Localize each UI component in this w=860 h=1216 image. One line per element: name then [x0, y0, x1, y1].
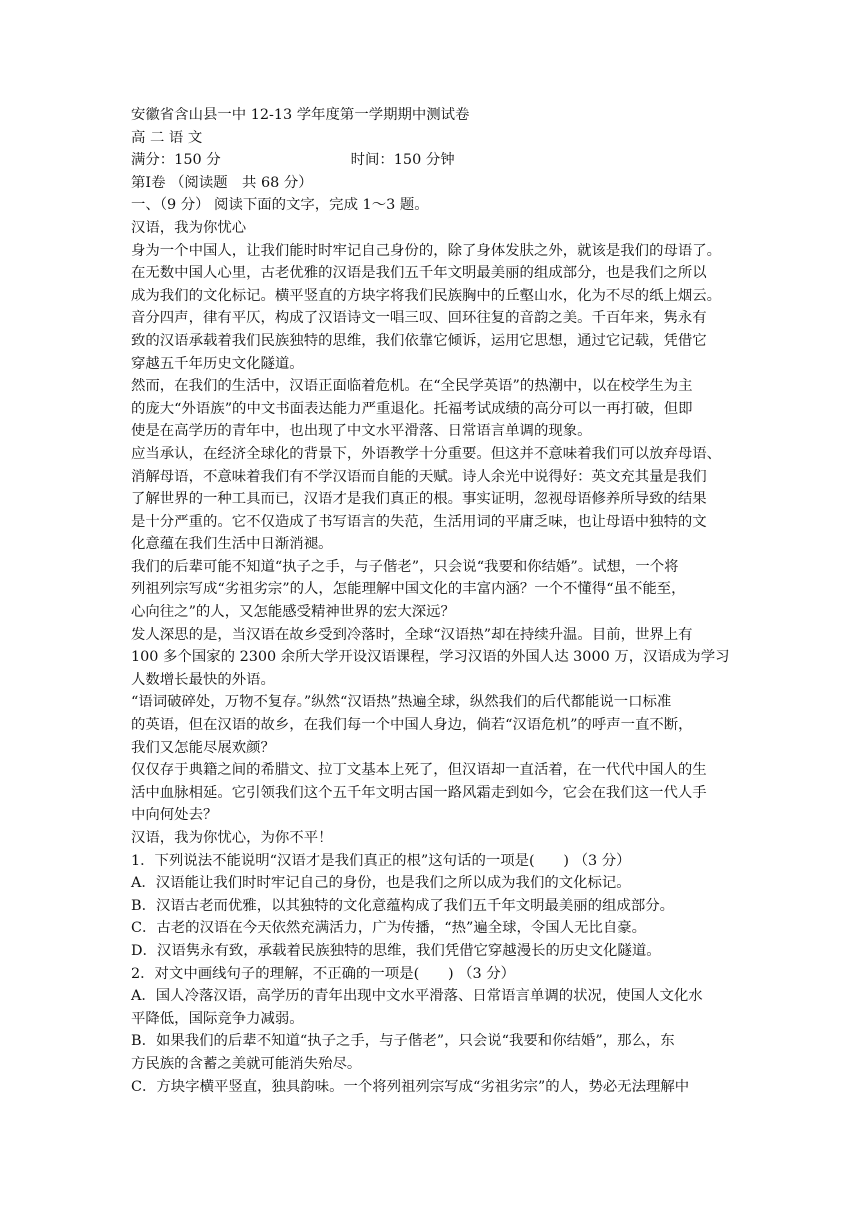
- score-time-line: [131, 149, 731, 172]
- exam-page: [131, 104, 731, 1098]
- article-line: 中向何处去？: [131, 807, 218, 824]
- question-line: C．方块字横平竖直，独具韵味。一个将列祖列宗写成“劣祖劣宗”的人，势必无法理解中: [131, 1078, 690, 1095]
- question-line: B．汉语古老而优雅，以其独特的文化意蕴构成了我们五千年文明最美丽的组成部分。: [131, 897, 675, 914]
- article-line: 的英语，但在汉语的故乡，在我们每一个中国人身边，倘若“汉语危机”的呼声一直不断，: [131, 717, 693, 734]
- article-title: 汉语，我为你忧心: [131, 219, 247, 236]
- article-line: 消解母语，不意味着我们有不学汉语而自能的天赋。诗人余光中说得好：英文充其量是我们: [131, 468, 707, 485]
- article-line: 列祖列宗写成“劣祖劣宗”的人，怎能理解中国文化的丰富内涵？一个不懂得“虽不能至，: [131, 581, 686, 598]
- article-line: 汉语，我为你忧心，为你不平！: [131, 830, 333, 846]
- article-line: 身为一个中国人，让我们能时时牢记自己身份的，除了身体发肤之外，就该是我们的母语了。: [131, 242, 722, 259]
- article-line: “语词破碎处，万物不复存。”纵然“汉语热”热遍全球，纵然我们的后代都能说一口标准: [131, 694, 672, 711]
- article-line: 化意蕴在我们生活中日渐消褪。: [131, 536, 333, 553]
- article-body: [131, 240, 731, 850]
- article-line: 穿越五千年历史文化隧道。: [131, 355, 304, 372]
- subject-line: 高 二 语 文: [131, 129, 203, 146]
- article-line: 活中血脉相延。它引领我们这个五千年文明古国一路风霜走到如今，它会在我们这一代人手: [131, 784, 707, 801]
- article-line: 成为我们的文化标记。横平竖直的方块字将我们民族胸中的丘壑山水，化为不尽的纸上烟云。: [131, 287, 722, 304]
- question-line: 平降低，国际竞争力减弱。: [131, 1010, 304, 1027]
- question-line: C．古老的汉语在今天依然充满活力，广为传播，“热”遍全球，令国人无比自豪。: [131, 920, 647, 937]
- article-line: 心向往之”的人，又怎能感受精神世界的宏大深远？: [131, 604, 455, 621]
- question-group-intro: 一、（9 分） 阅读下面的文字，完成 1～3 题。: [131, 197, 429, 214]
- questions-body: [131, 850, 731, 1099]
- part-heading: 第Ⅰ卷 （阅读题 共 68 分）: [131, 174, 313, 191]
- question-line: 方民族的含蓄之美就可能消失殆尽。: [131, 1055, 362, 1072]
- question-line: B．如果我们的后辈不知道“执子之手，与子偕老”，只会说“我要和你结婚”，那么，东: [131, 1033, 675, 1050]
- article-line: 致的汉语承载着我们民族独特的思维，我们依靠它倾诉，运用它思想，通过它记载，凭借它: [131, 332, 707, 349]
- article-line: 我们又怎能尽展欢颜？: [131, 739, 275, 756]
- article-line: 是十分严重的。它不仅造成了书写语言的失范，生活用词的平庸乏味，也让母语中独特的文: [131, 513, 707, 530]
- article-line: 100 多个国家的 2300 余所大学开设汉语课程，学习汉语的外国人达 3000 万，汉语成为学习: [131, 649, 730, 666]
- question-line: D．汉语隽永有致，承载着民族独特的思维，我们凭借它穿越漫长的历史文化隧道。: [131, 942, 661, 959]
- article-line: 人数增长最快的外语。: [131, 671, 275, 688]
- article-line: 音分四声，律有平仄，构成了汉语诗文一唱三叹、回环往复的音韵之美。千百年来，隽永有: [131, 310, 707, 327]
- question-line: A．汉语能让我们时时牢记自己的身份，也是我们之所以成为我们的文化标记。: [131, 875, 631, 892]
- article-line: 仅仅存于典籍之间的希腊文、拉丁文基本上死了，但汉语却一直活着，在一代代中国人的生: [131, 762, 707, 779]
- article-line: 我们的后辈可能不知道“执子之手，与子偕老”，只会说“我要和你结婚”。试想，一个将: [131, 558, 679, 575]
- question-line: 1．下列说法不能说明“汉语才是我们真正的根”这句话的一项是( ) （3 分）: [131, 852, 631, 869]
- article-line: 的庞大“外语族”的中文书面表达能力严重退化。托福考试成绩的高分可以一再打破，但即: [131, 400, 693, 417]
- article-line: 了解世界的一种工具而已，汉语才是我们真正的根。事实证明，忽视母语修养所导致的结果: [131, 491, 707, 508]
- exam-time: 时间：150 分钟: [350, 152, 455, 169]
- article-line: 然而，在我们的生活中，汉语正面临着危机。在“全民学英语”的热潮中，以在校学生为主: [131, 378, 693, 395]
- article-line: 使是在高学历的青年中，也出现了中文水平滑落、日常语言单调的现象。: [131, 423, 592, 440]
- article-line: 发人深思的是，当汉语在故乡受到冷落时，全球“汉语热”却在持续升温。目前，世界上有: [131, 626, 693, 643]
- full-score: 满分：150 分: [131, 152, 221, 169]
- question-line: A．国人冷落汉语，高学历的青年出现中文水平滑落、日常语言单调的状况，使国人文化水: [131, 988, 703, 1005]
- question-line: 2．对文中画线句子的理解，不正确的一项是( ) （3 分）: [131, 965, 516, 982]
- exam-title: 安徽省含山县一中 12-13 学年度第一学期期中测试卷: [131, 107, 470, 123]
- article-line: 在无数中国人心里，古老优雅的汉语是我们五千年文明最美丽的组成部分，也是我们之所以: [131, 265, 707, 282]
- article-line: 应当承认，在经济全球化的背景下，外语教学十分重要。但这并不意味着我们可以放弃母语、: [131, 445, 722, 462]
